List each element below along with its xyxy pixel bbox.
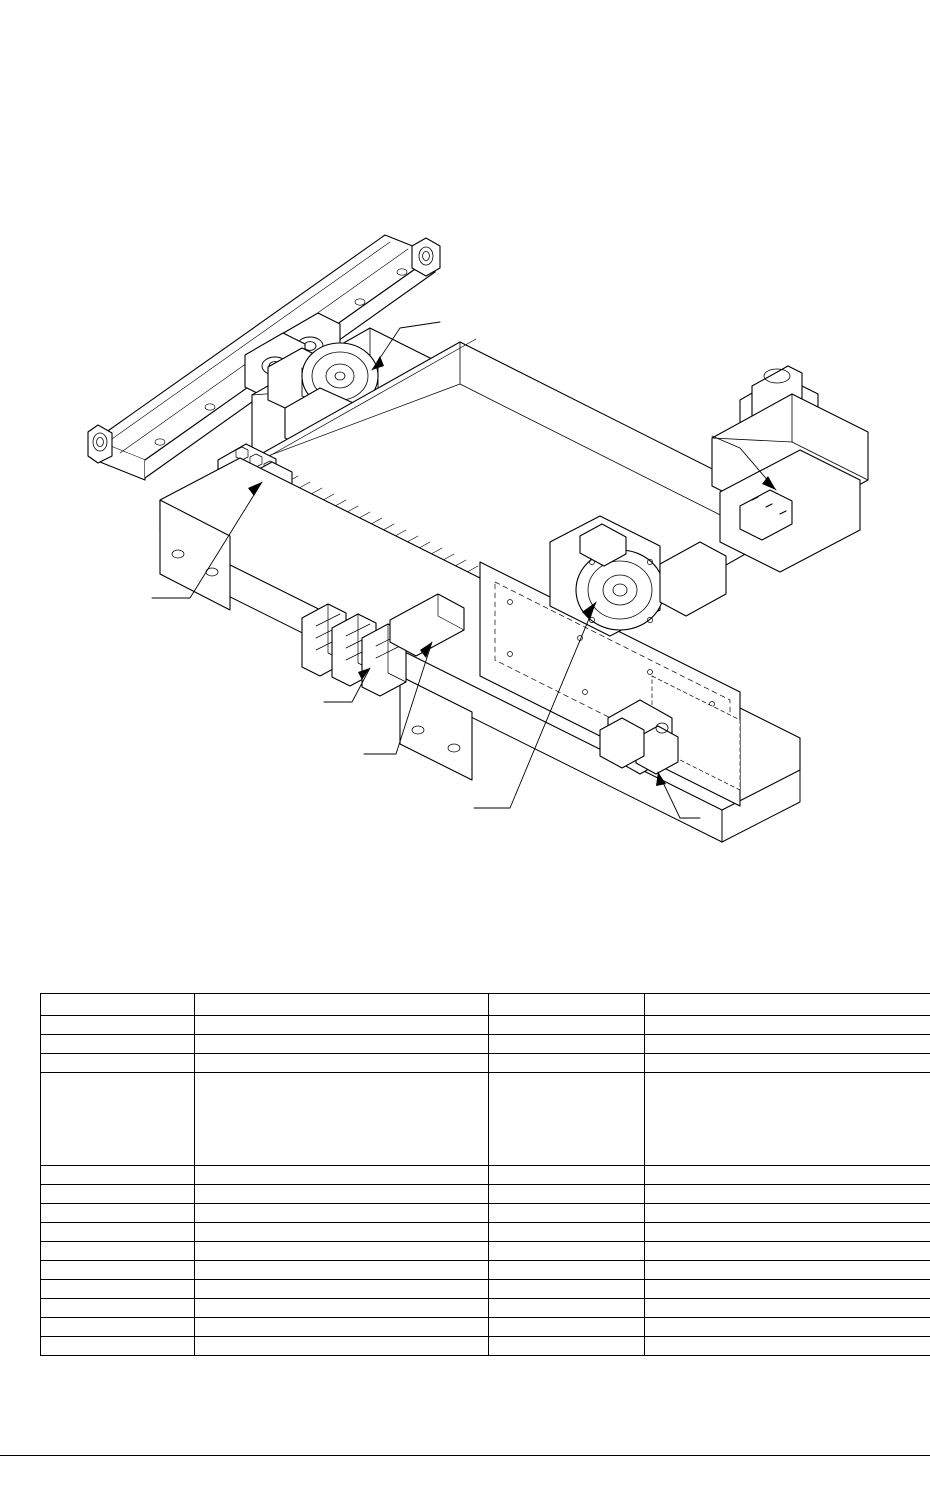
cell-part-number-2: [489, 1261, 645, 1280]
cell-part-number-2: [489, 1073, 645, 1166]
cell-description-2: [645, 1337, 930, 1356]
cell-part-number: [41, 1016, 195, 1035]
cell-part-number-2: [489, 1204, 645, 1223]
table-row: [41, 1318, 930, 1337]
table-header-row: [41, 994, 930, 1016]
column-header-0: [41, 994, 195, 1016]
cell-description: [195, 1280, 489, 1299]
cell-part-number: [41, 1318, 195, 1337]
cell-description-2: [645, 1204, 930, 1223]
cell-part-number-2: [489, 1280, 645, 1299]
pneumatic-cylinder-assembly: [712, 366, 868, 572]
parts-table: [40, 993, 930, 1356]
cell-part-number-2: [489, 1242, 645, 1261]
table-row: [41, 1054, 930, 1073]
cell-part-number: [41, 1223, 195, 1242]
cell-part-number: [41, 1261, 195, 1280]
table-row: [41, 1261, 930, 1280]
cell-description-2: [645, 1166, 930, 1185]
cell-part-number: [41, 1054, 195, 1073]
table-row: [41, 1185, 930, 1204]
cell-part-number-2: [489, 1035, 645, 1054]
cell-description: [195, 1223, 489, 1242]
cell-description-2: [645, 1299, 930, 1318]
table-row: [41, 1337, 930, 1356]
table-row: [41, 1073, 930, 1166]
cell-part-number-2: [489, 1223, 645, 1242]
parts-table-container: [40, 993, 893, 1356]
table-row: [41, 1166, 930, 1185]
cell-description: [195, 1035, 489, 1054]
cell-description: [195, 1337, 489, 1356]
cell-description-2: [645, 1035, 930, 1054]
cell-part-number: [41, 1185, 195, 1204]
cell-description: [195, 1073, 489, 1166]
cell-part-number: [41, 1242, 195, 1261]
cell-part-number-2: [489, 1318, 645, 1337]
cell-part-number-2: [489, 1054, 645, 1073]
cell-description-2: [645, 1016, 930, 1035]
cell-description-2: [645, 1223, 930, 1242]
cell-part-number: [41, 1035, 195, 1054]
cell-description-2: [645, 1280, 930, 1299]
table-row: [41, 1299, 930, 1318]
cell-part-number-2: [489, 1299, 645, 1318]
cell-description: [195, 1299, 489, 1318]
cell-description: [195, 1054, 489, 1073]
cell-description-2: [645, 1054, 930, 1073]
cell-description: [195, 1166, 489, 1185]
cell-description: [195, 1016, 489, 1035]
column-header-2: [489, 994, 645, 1016]
cell-description-2: [645, 1185, 930, 1204]
cell-description-2: [645, 1073, 930, 1166]
cell-part-number: [41, 1073, 195, 1166]
cell-description-2: [645, 1261, 930, 1280]
footer-divider: [0, 1455, 930, 1456]
cell-part-number: [41, 1166, 195, 1185]
table-row: [41, 1204, 930, 1223]
cell-part-number: [41, 1280, 195, 1299]
table-row: [41, 1035, 930, 1054]
cell-part-number-2: [489, 1016, 645, 1035]
table-row: [41, 1242, 930, 1261]
column-header-3: [645, 994, 930, 1016]
cell-part-number-2: [489, 1185, 645, 1204]
column-header-1: [195, 994, 489, 1016]
cell-description: [195, 1185, 489, 1204]
cell-description: [195, 1204, 489, 1223]
cell-part-number: [41, 1299, 195, 1318]
cell-description: [195, 1318, 489, 1337]
cell-description: [195, 1261, 489, 1280]
cell-part-number: [41, 1337, 195, 1356]
cell-part-number: [41, 1204, 195, 1223]
cell-description-2: [645, 1242, 930, 1261]
table-row: [41, 1223, 930, 1242]
table-row: [41, 1016, 930, 1035]
cell-part-number-2: [489, 1166, 645, 1185]
cell-part-number-2: [489, 1337, 645, 1356]
cell-description-2: [645, 1318, 930, 1337]
assembly-figure: [40, 210, 900, 870]
table-row: [41, 1280, 930, 1299]
cell-description: [195, 1242, 489, 1261]
